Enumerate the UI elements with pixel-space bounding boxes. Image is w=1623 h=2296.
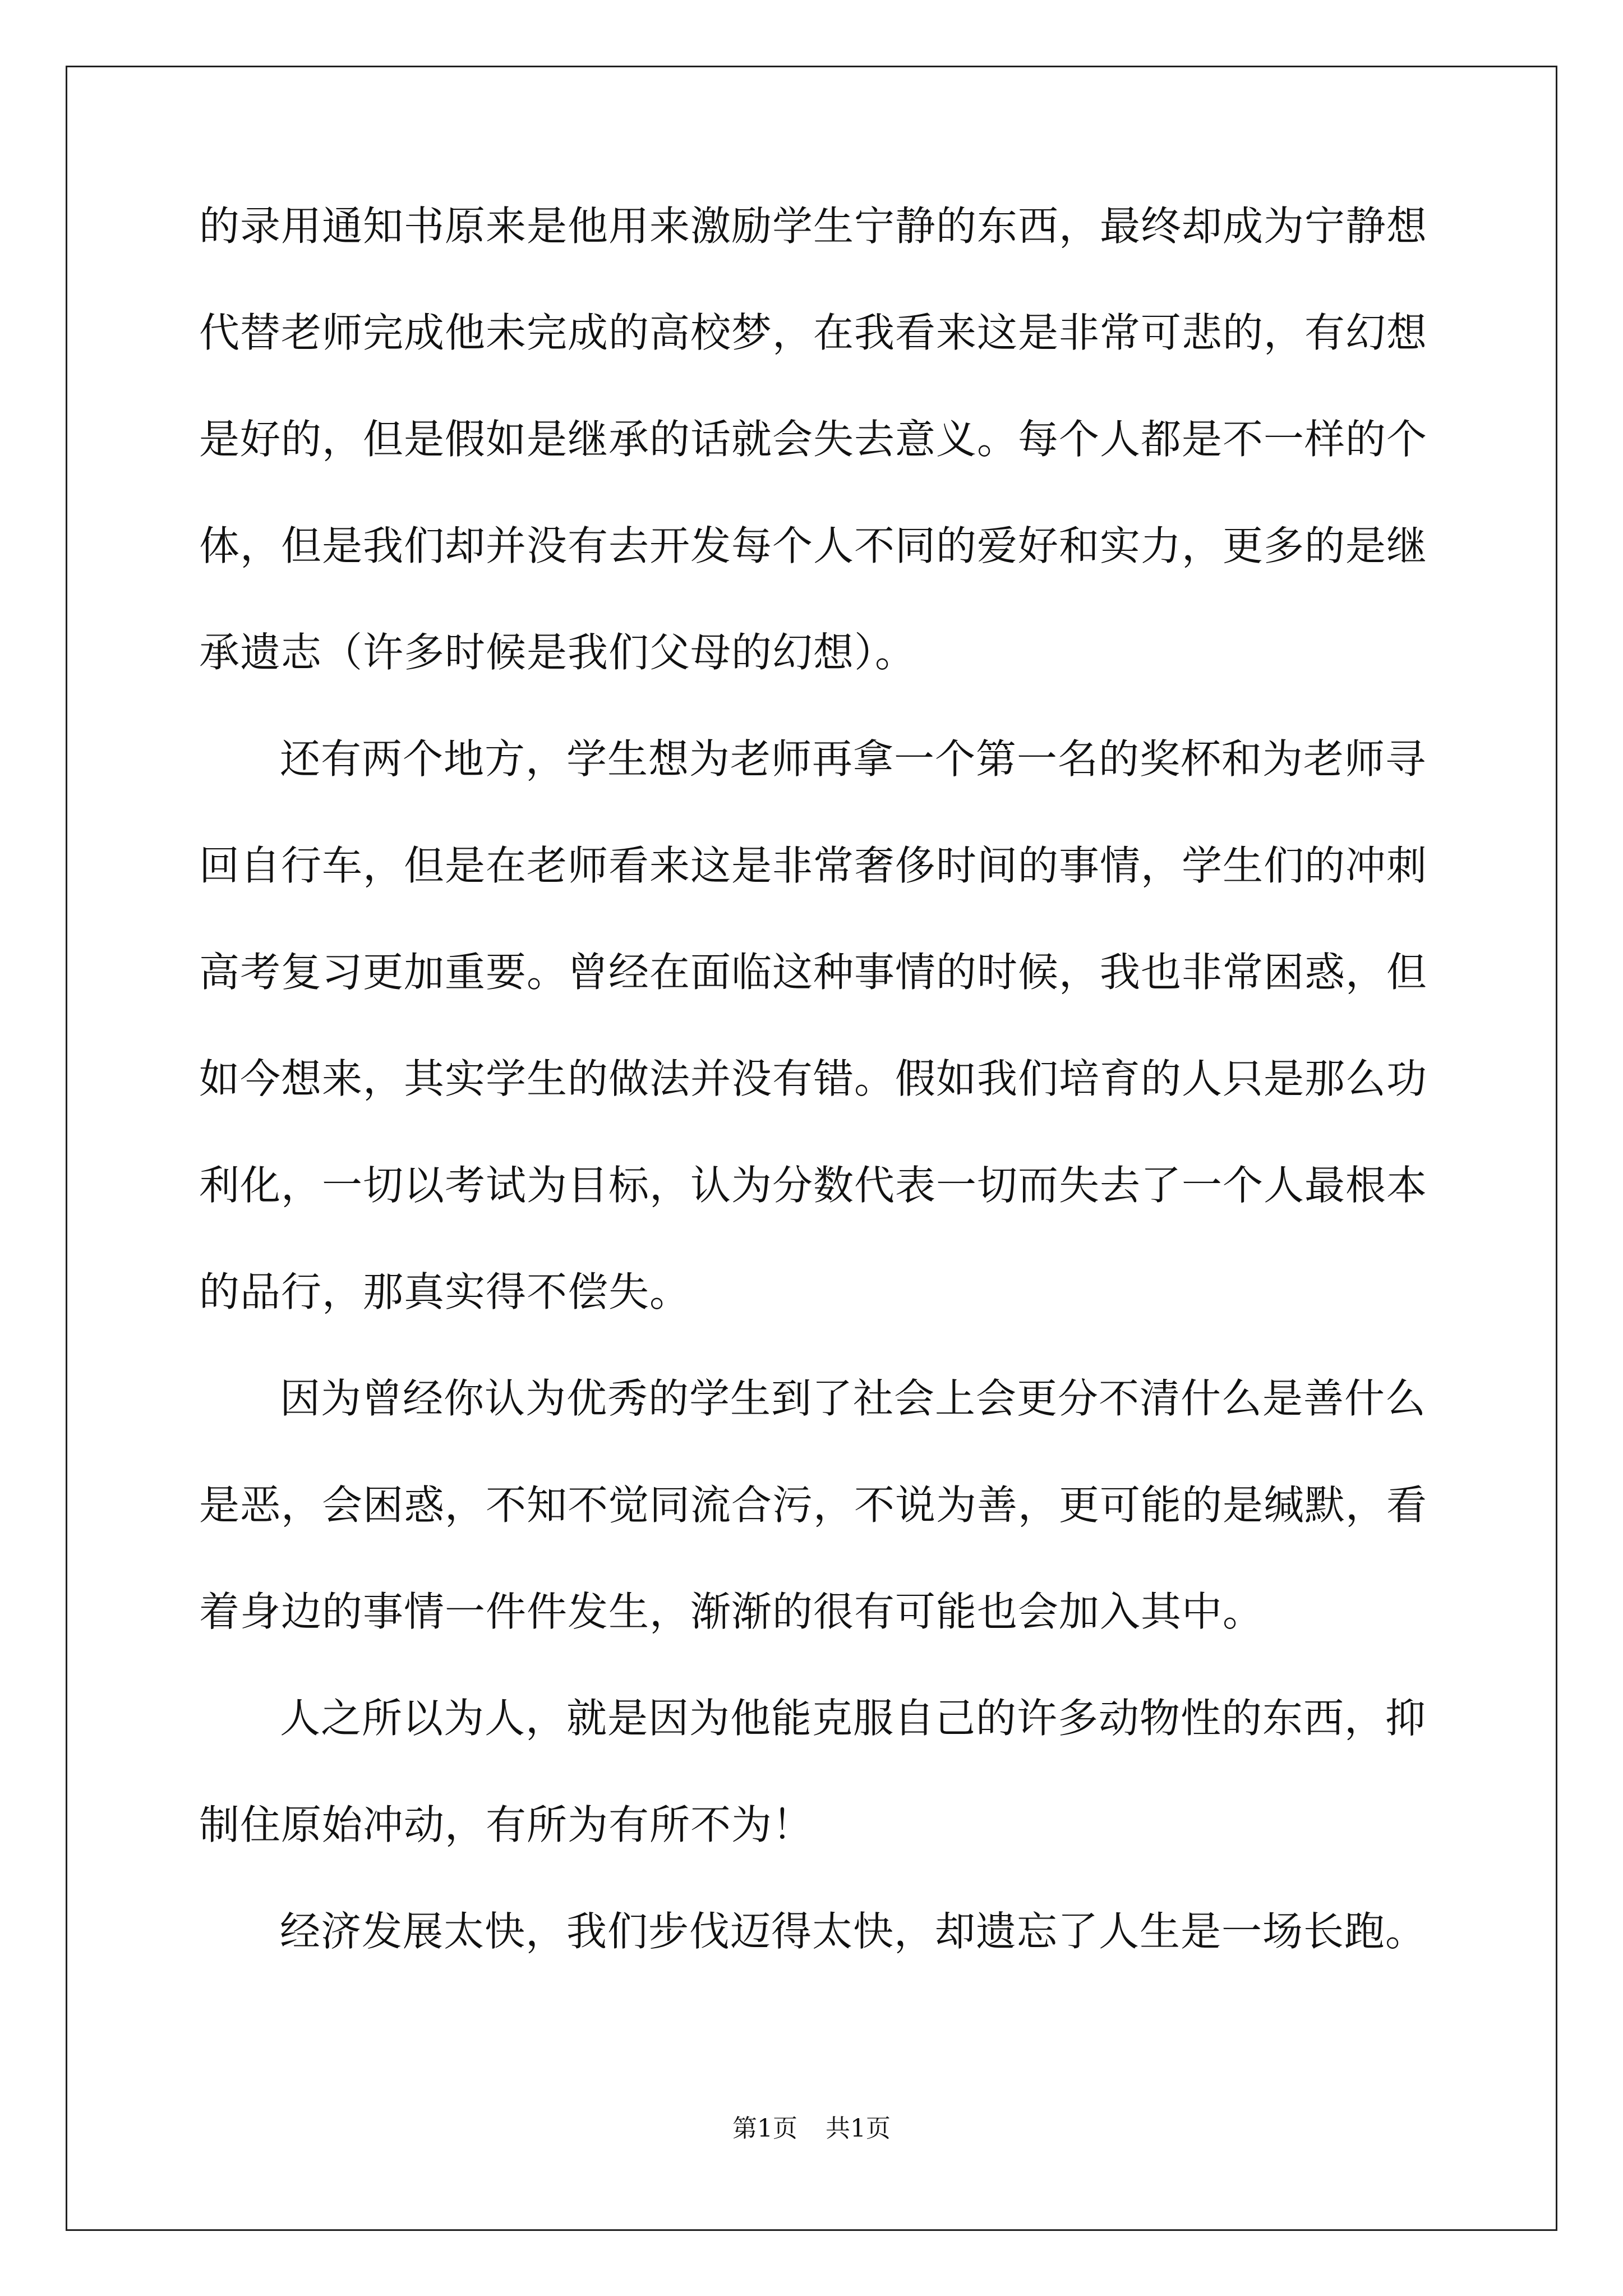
text-line: 是恶，会困惑，不知不觉同流合污，不说为善，更可能的是缄默，看 (199, 1481, 1428, 1529)
text-line: 高考复习更加重要。曾经在面临这种事情的时候，我也非常困惑，但 (199, 949, 1428, 996)
text-line: 如今想来，其实学生的做法并没有错。假如我们培育的人只是那么功 (199, 1055, 1428, 1102)
text-line: 制住原始冲动，有所为有所不为！ (199, 1801, 814, 1848)
text-line: 回自行车，但是在老师看来这是非常奢侈时间的事情，学生们的冲刺 (199, 842, 1428, 889)
text-line: 体，但是我们却并没有去开发每个人不同的爱好和实力，更多的是继 (199, 522, 1428, 569)
paragraph-start: 还有两个地方，学生想为老师再拿一个第一名的奖杯和为老师寻 (280, 735, 1427, 783)
paragraph-start: 经济发展太快，我们步伐迈得太快，却遗忘了人生是一场长跑。 (280, 1908, 1427, 1955)
text-line: 是好的，但是假如是继承的话就会失去意义。每个人都是不一样的个 (199, 416, 1428, 463)
text-line: 代替老师完成他未完成的高校梦，在我看来这是非常可悲的，有幻想 (199, 309, 1428, 356)
text-line: 承遗志（许多时候是我们父母的幻想）。 (199, 629, 916, 676)
text-line: 利化，一切以考试为目标，认为分数代表一切而失去了一个人最根本 (199, 1162, 1428, 1209)
page-number-total: 共1页 (826, 2114, 891, 2143)
page-number-current: 第1页 (732, 2114, 797, 2143)
page-footer (0, 2115, 1623, 2143)
page-border (66, 66, 1557, 2231)
text-line: 的录用通知书原来是他用来激励学生宁静的东西，最终却成为宁静想 (199, 203, 1428, 250)
text-line: 的品行，那真实得不偿失。 (199, 1268, 691, 1315)
paragraph-start: 因为曾经你认为优秀的学生到了社会上会更分不清什么是善什么 (280, 1375, 1427, 1422)
text-line: 着身边的事情一件件发生，渐渐的很有可能也会加入其中。 (199, 1588, 1264, 1635)
paragraph-start: 人之所以为人，就是因为他能克服自己的许多动物性的东西，抑 (280, 1695, 1427, 1742)
